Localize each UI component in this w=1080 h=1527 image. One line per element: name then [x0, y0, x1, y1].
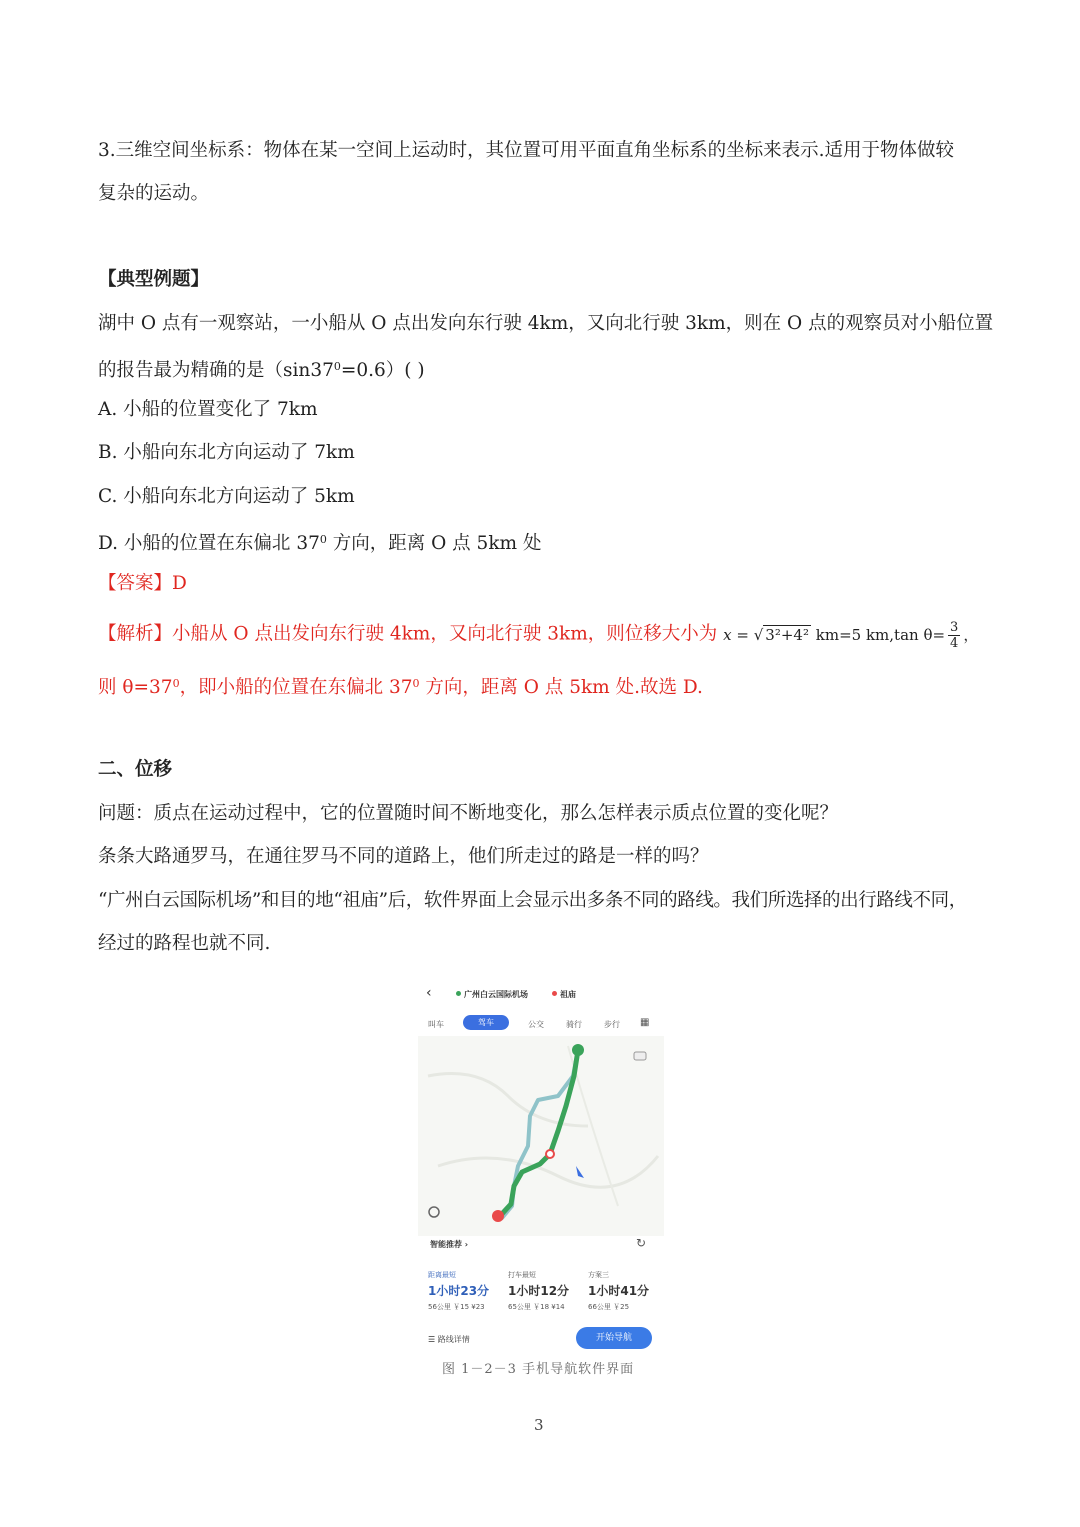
degree-sup: 0 [333, 360, 341, 373]
grid-menu-icon[interactable]: ▦ [640, 1017, 650, 1028]
section3-line1: 3.三维空间坐标系：物体在某一空间上运动时，其位置可用平面直角坐标系的坐标来表示.适用于物体做较 [98, 140, 955, 161]
origin-label [456, 989, 528, 1000]
option-a: A. 小船的位置变化了 7km [98, 399, 318, 420]
analysis-line2-a: 则 θ=37 [98, 677, 173, 698]
option-c: C. 小船向东北方向运动了 5km [98, 486, 355, 507]
smart-recommend[interactable]: 智能推荐 › [430, 1240, 469, 1249]
map-background [418, 1036, 664, 1236]
analysis-line2-sup: 0 [172, 677, 180, 690]
formula-sqrt: √ 3²+4² [753, 625, 809, 644]
formula-x: x = [723, 625, 749, 644]
end-marker [492, 1210, 504, 1222]
destination-text: 祖庙 [560, 990, 576, 999]
option-b: B. 小船向东北方向运动了 7km [98, 442, 355, 463]
route1-detail: 56公里 ￥15 ¥23 [428, 1303, 485, 1311]
fraction-denominator: 4 [950, 636, 959, 651]
route3-time[interactable]: 1小时41分 [588, 1284, 650, 1298]
example-heading: 【典型例题】 [98, 269, 210, 290]
question-line2-b: =0.6）( ) [340, 360, 425, 381]
section2-p1: 问题：质点在运动过程中，它的位置随时间不断地变化，那么怎样表示质点位置的变化呢？ [98, 803, 839, 824]
formula-end: ， [963, 625, 979, 644]
navigation-app-screenshot [418, 980, 664, 1358]
page-number: 3 [534, 1416, 544, 1434]
fraction-numerator: 3 [950, 620, 959, 635]
route1-time[interactable]: 1小时23分 [428, 1284, 490, 1298]
route2-detail: 65公里 ￥18 ¥14 [508, 1303, 565, 1311]
waypoint-marker [546, 1150, 554, 1158]
analysis-line2 [98, 672, 703, 700]
tab-transit[interactable]: 公交 [528, 1020, 544, 1029]
tab-bike[interactable]: 骑行 [566, 1020, 582, 1029]
analysis-text: 小船从 O 点出发向东行驶 4km，又向北行驶 3km，则位移大小为 [172, 623, 718, 645]
analysis-line1 [98, 620, 978, 651]
route-detail-button[interactable]: ☰ 路线详情 [428, 1335, 470, 1344]
section2-heading: 二、位移 [98, 759, 173, 780]
tab-drive[interactable]: 驾车 [463, 1015, 509, 1030]
formula-fraction [948, 620, 960, 651]
formula-mid: km=5 km,tan θ= [815, 625, 946, 644]
formula-radicand: 3²+4² [765, 625, 809, 644]
section2-p3: “广州白云国际机场”和目的地“祖庙”后，软件界面上会显示出多条不同的路线。我们所选择的出行路线不同， [98, 890, 967, 911]
figure-caption: 图 1－2－3 手机导航软件界面 [442, 1362, 635, 1377]
destination-label [552, 989, 576, 1000]
option-d-sup: 0 [319, 533, 327, 546]
tab-walk[interactable]: 步行 [604, 1020, 620, 1029]
refresh-icon[interactable]: ↻ [636, 1236, 647, 1250]
question-line1: 湖中 O 点有一观察站，一小船从 O 点出发向东行驶 4km，又向北行驶 3km，则在 O 点的观察员对小船位置 [98, 313, 994, 334]
section2-p4: 经过的路程也就不同. [98, 933, 271, 954]
origin-dot-icon [456, 991, 461, 996]
section3-line2: 复杂的运动。 [98, 183, 210, 204]
route2-tag: 打车最短 [508, 1271, 536, 1279]
start-navigation-button[interactable]: 开始导航 [576, 1327, 652, 1349]
start-marker [572, 1044, 584, 1056]
back-icon[interactable]: ‹ [426, 985, 432, 1001]
route3-tag: 方案三 [588, 1271, 609, 1279]
origin-text: 广州白云国际机场 [464, 990, 528, 999]
formula [723, 620, 979, 651]
route2-time[interactable]: 1小时12分 [508, 1284, 570, 1298]
analysis-line2-c: 方向，距离 O 点 5km 处.故选 D. [419, 677, 703, 698]
option-d-a: D. 小船的位置在东偏北 37 [98, 533, 320, 554]
analysis-line2-b: ，即小船的位置在东偏北 37 [179, 677, 413, 698]
option-d [98, 528, 541, 556]
section2-p2: 条条大路通罗马，在通往罗马不同的道路上，他们所走过的路是一样的吗？ [98, 846, 709, 867]
question-line2 [98, 355, 425, 383]
option-d-b: 方向，距离 O 点 5km 处 [326, 533, 542, 554]
route1-tag: 距离最短 [428, 1271, 456, 1279]
analysis-label: 【解析】 [98, 623, 173, 645]
tab-taxi[interactable]: 叫车 [428, 1020, 444, 1029]
route-map[interactable] [418, 1036, 664, 1236]
answer: 【答案】D [98, 573, 187, 594]
analysis-line2-sup2: 0 [412, 677, 420, 690]
layer-icon [634, 1052, 646, 1060]
question-line2-a: 的报告最为精确的是（sin37 [98, 360, 334, 381]
route3-detail: 66公里 ￥25 [588, 1303, 630, 1311]
destination-dot-icon [552, 991, 557, 996]
